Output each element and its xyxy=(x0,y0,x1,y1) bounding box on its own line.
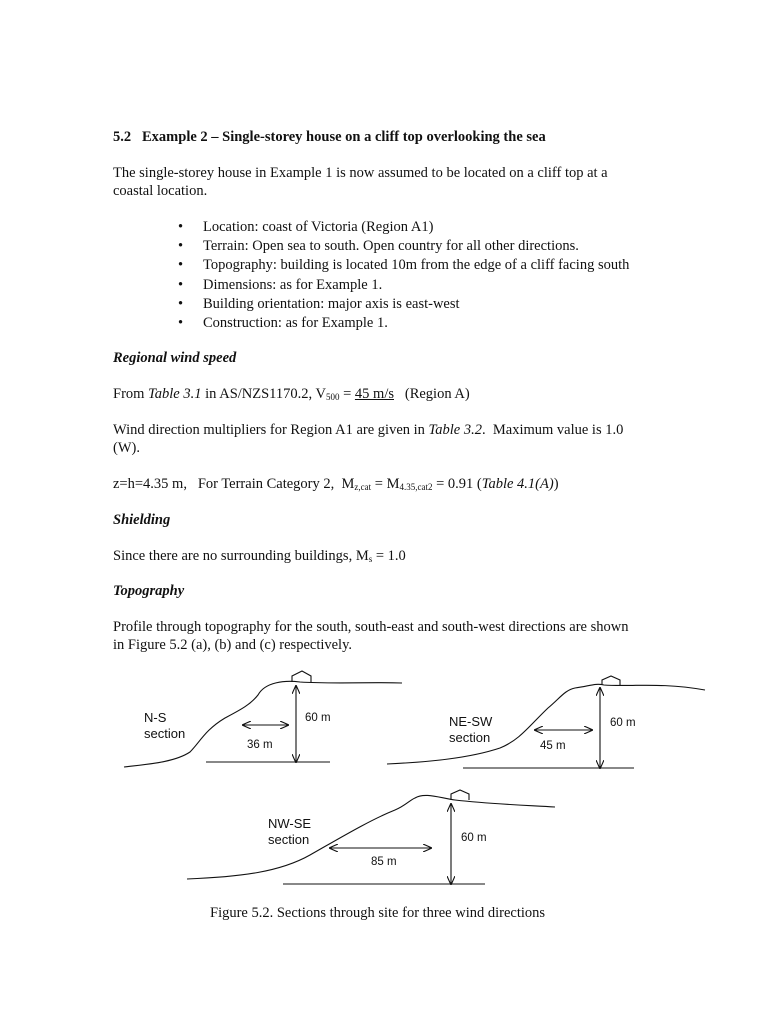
figure-caption: Figure 5.2. Sections through site for three wind directions xyxy=(210,905,546,921)
direction-multiplier-line-1: Wind direction multipliers for Region A1 are given in Table 3.2. Maximum value is 1.0 xyxy=(113,422,624,438)
height-label: 60 m xyxy=(610,717,636,729)
house-icon xyxy=(451,790,469,800)
intro-line-2: coastal location. xyxy=(113,183,208,199)
regional-wind-speed-line: From Table 3.1 in AS/NZS1170.2, $V_{500} = 45$ m/s (Region A) xyxy=(113,386,470,402)
section-label: NE-SW xyxy=(449,714,493,729)
table-reference: Table 4.1(A) xyxy=(481,476,554,492)
section-label: N-S xyxy=(144,710,167,725)
site-conditions-list xyxy=(178,218,629,333)
list-item: • Building orientation: major axis is east-west xyxy=(178,295,629,314)
topography-line-2: in Figure 5.2 (a), (b) and (c) respectively. xyxy=(113,637,353,653)
intro-line-1: The single-storey house in Example 1 is now assumed to be located on a cliff top at a xyxy=(113,165,608,181)
ne-sw-section-diagram xyxy=(387,676,705,768)
house-icon xyxy=(602,676,620,685)
direction-multiplier-line-2: (W). xyxy=(113,440,140,456)
section-label: NW-SE xyxy=(268,816,312,831)
ns-section-diagram xyxy=(124,671,402,767)
table-reference: Table 3.1 xyxy=(148,386,202,402)
section-label: section xyxy=(268,832,310,847)
distance-label: 45 m xyxy=(540,740,566,752)
height-label: 60 m xyxy=(461,832,487,844)
wind-speed-value: 45 m/s xyxy=(354,386,394,402)
house-icon xyxy=(292,671,311,682)
nw-se-section-diagram xyxy=(187,790,555,884)
height-label: 60 m xyxy=(305,712,331,724)
list-item: • Topography: building is located 10m from the edge of a cliff facing south xyxy=(178,256,629,275)
section-label: section xyxy=(449,730,491,745)
section-number: 5.2 xyxy=(113,129,132,145)
list-item: • Dimensions: as for Example 1. xyxy=(178,276,629,295)
terrain-multiplier-line: z=h=4.35 m, For Terrain Category 2, $M_{z,cat} = M_{4.35,cat2} = 0.91$ (Table 4.1(A)) xyxy=(113,476,559,492)
distance-label: 85 m xyxy=(371,856,397,868)
section-heading xyxy=(113,128,546,146)
section-title: Example 2 – Single-storey house on a cliff top overlooking the sea xyxy=(142,129,546,145)
list-item: • Location: coast of Victoria (Region A1) xyxy=(178,218,629,237)
shielding-text: Since there are no surrounding buildings, $M_s = 1.0$ xyxy=(113,548,406,564)
terrain-profile xyxy=(387,684,705,764)
figure-sections xyxy=(0,660,768,900)
list-item: • Terrain: Open sea to south. Open country for all other directions. xyxy=(178,237,629,256)
topography-line-1: Profile through topography for the south, south-east and south-west directions are shown xyxy=(113,619,629,635)
table-reference: Table 3.2 xyxy=(428,422,482,438)
list-item: • Construction: as for Example 1. xyxy=(178,314,629,333)
regional-wind-speed-heading: Regional wind speed xyxy=(113,350,237,366)
topography-heading: Topography xyxy=(113,583,185,599)
section-label: section xyxy=(144,726,186,741)
distance-label: 36 m xyxy=(247,739,273,751)
shielding-heading: Shielding xyxy=(113,512,171,528)
